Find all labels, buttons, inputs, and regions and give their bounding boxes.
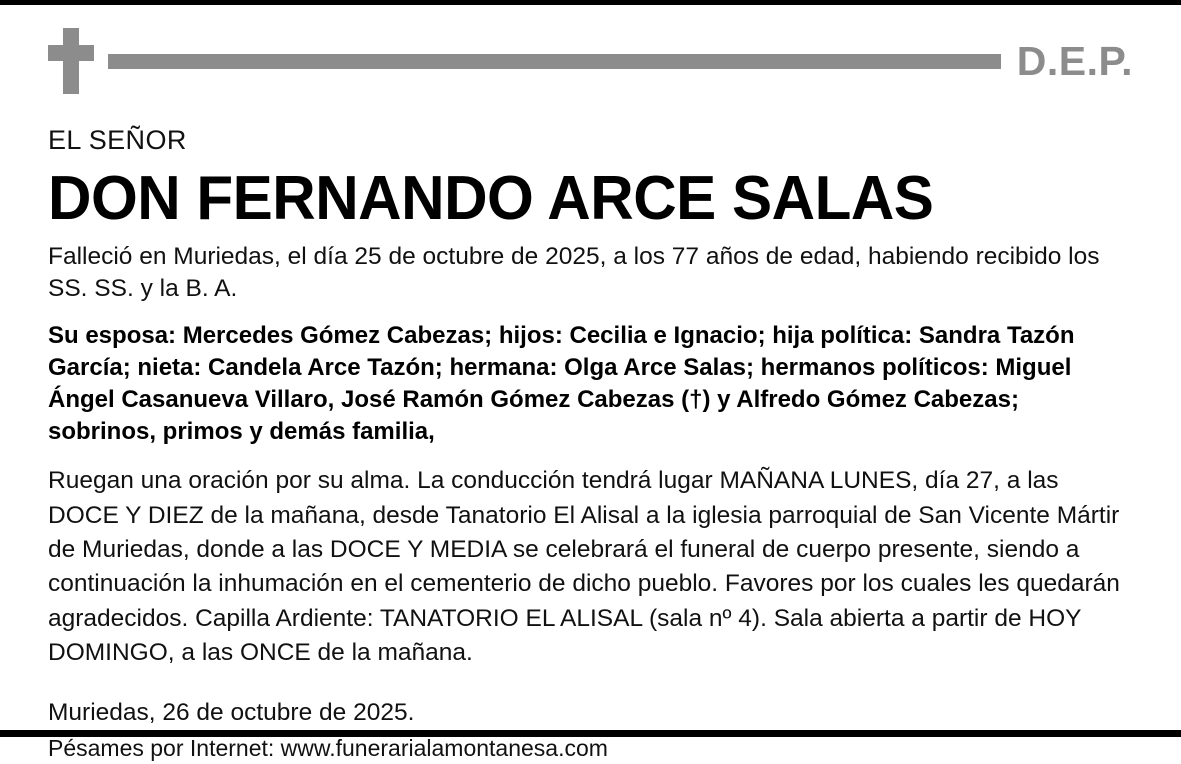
notice-content xyxy=(0,5,1181,764)
header-rule xyxy=(108,54,1001,69)
dep-label: D.E.P. xyxy=(1016,37,1133,84)
notice-header xyxy=(48,5,1133,101)
place-date: Muriedas, 26 de octubre de 2025. xyxy=(48,699,415,727)
family-list: Su esposa: Mercedes Gómez Cabezas; hijos: Cecilia e Ignacio; hija política: Sandra Tazón García; nieta: Candela Arce Tazón; hermana: Olga Arce Salas; hermanos políticos: Miguel Ángel Casanueva Villaro, José Ramón Gómez Cabezas (†) y Alfredo Gómez Cabezas; sobrinos, primos y demás familia, xyxy=(48,321,1075,446)
cross-icon xyxy=(48,28,94,94)
funeral-details: Ruegan una oración por su alma. La conducción tendrá lugar MAÑANA LUNES, día 27, a las DOCE Y DIEZ de la mañana, desde Tanatorio El Alisal a la iglesia parroquial de San Vicente Mártir de Muriedas, donde a las DOCE Y MEDIA se celebrará el funeral de cuerpo presente, siendo a continuación la inhumación en el cementerio de dicho pueblo. Favores por los cuales les quedarán agradecidos. Capilla Ardiente: TANATORIO EL ALISAL (sala nº 4). Sala abierta a partir de HOY DOMINGO, a las ONCE de la mañana. xyxy=(48,467,1120,666)
deceased-name: DON FERNANDO ARCE SALAS xyxy=(48,164,934,233)
condolences-url: Pésames por Internet: www.funerarialamontanesa.com xyxy=(48,735,608,762)
death-details: Falleció en Muriedas, el día 25 de octubre de 2025, a los 77 años de edad, habiendo recibido los SS. SS. y la B. A. xyxy=(48,243,1100,303)
honorific-label: EL SEÑOR xyxy=(48,125,187,155)
